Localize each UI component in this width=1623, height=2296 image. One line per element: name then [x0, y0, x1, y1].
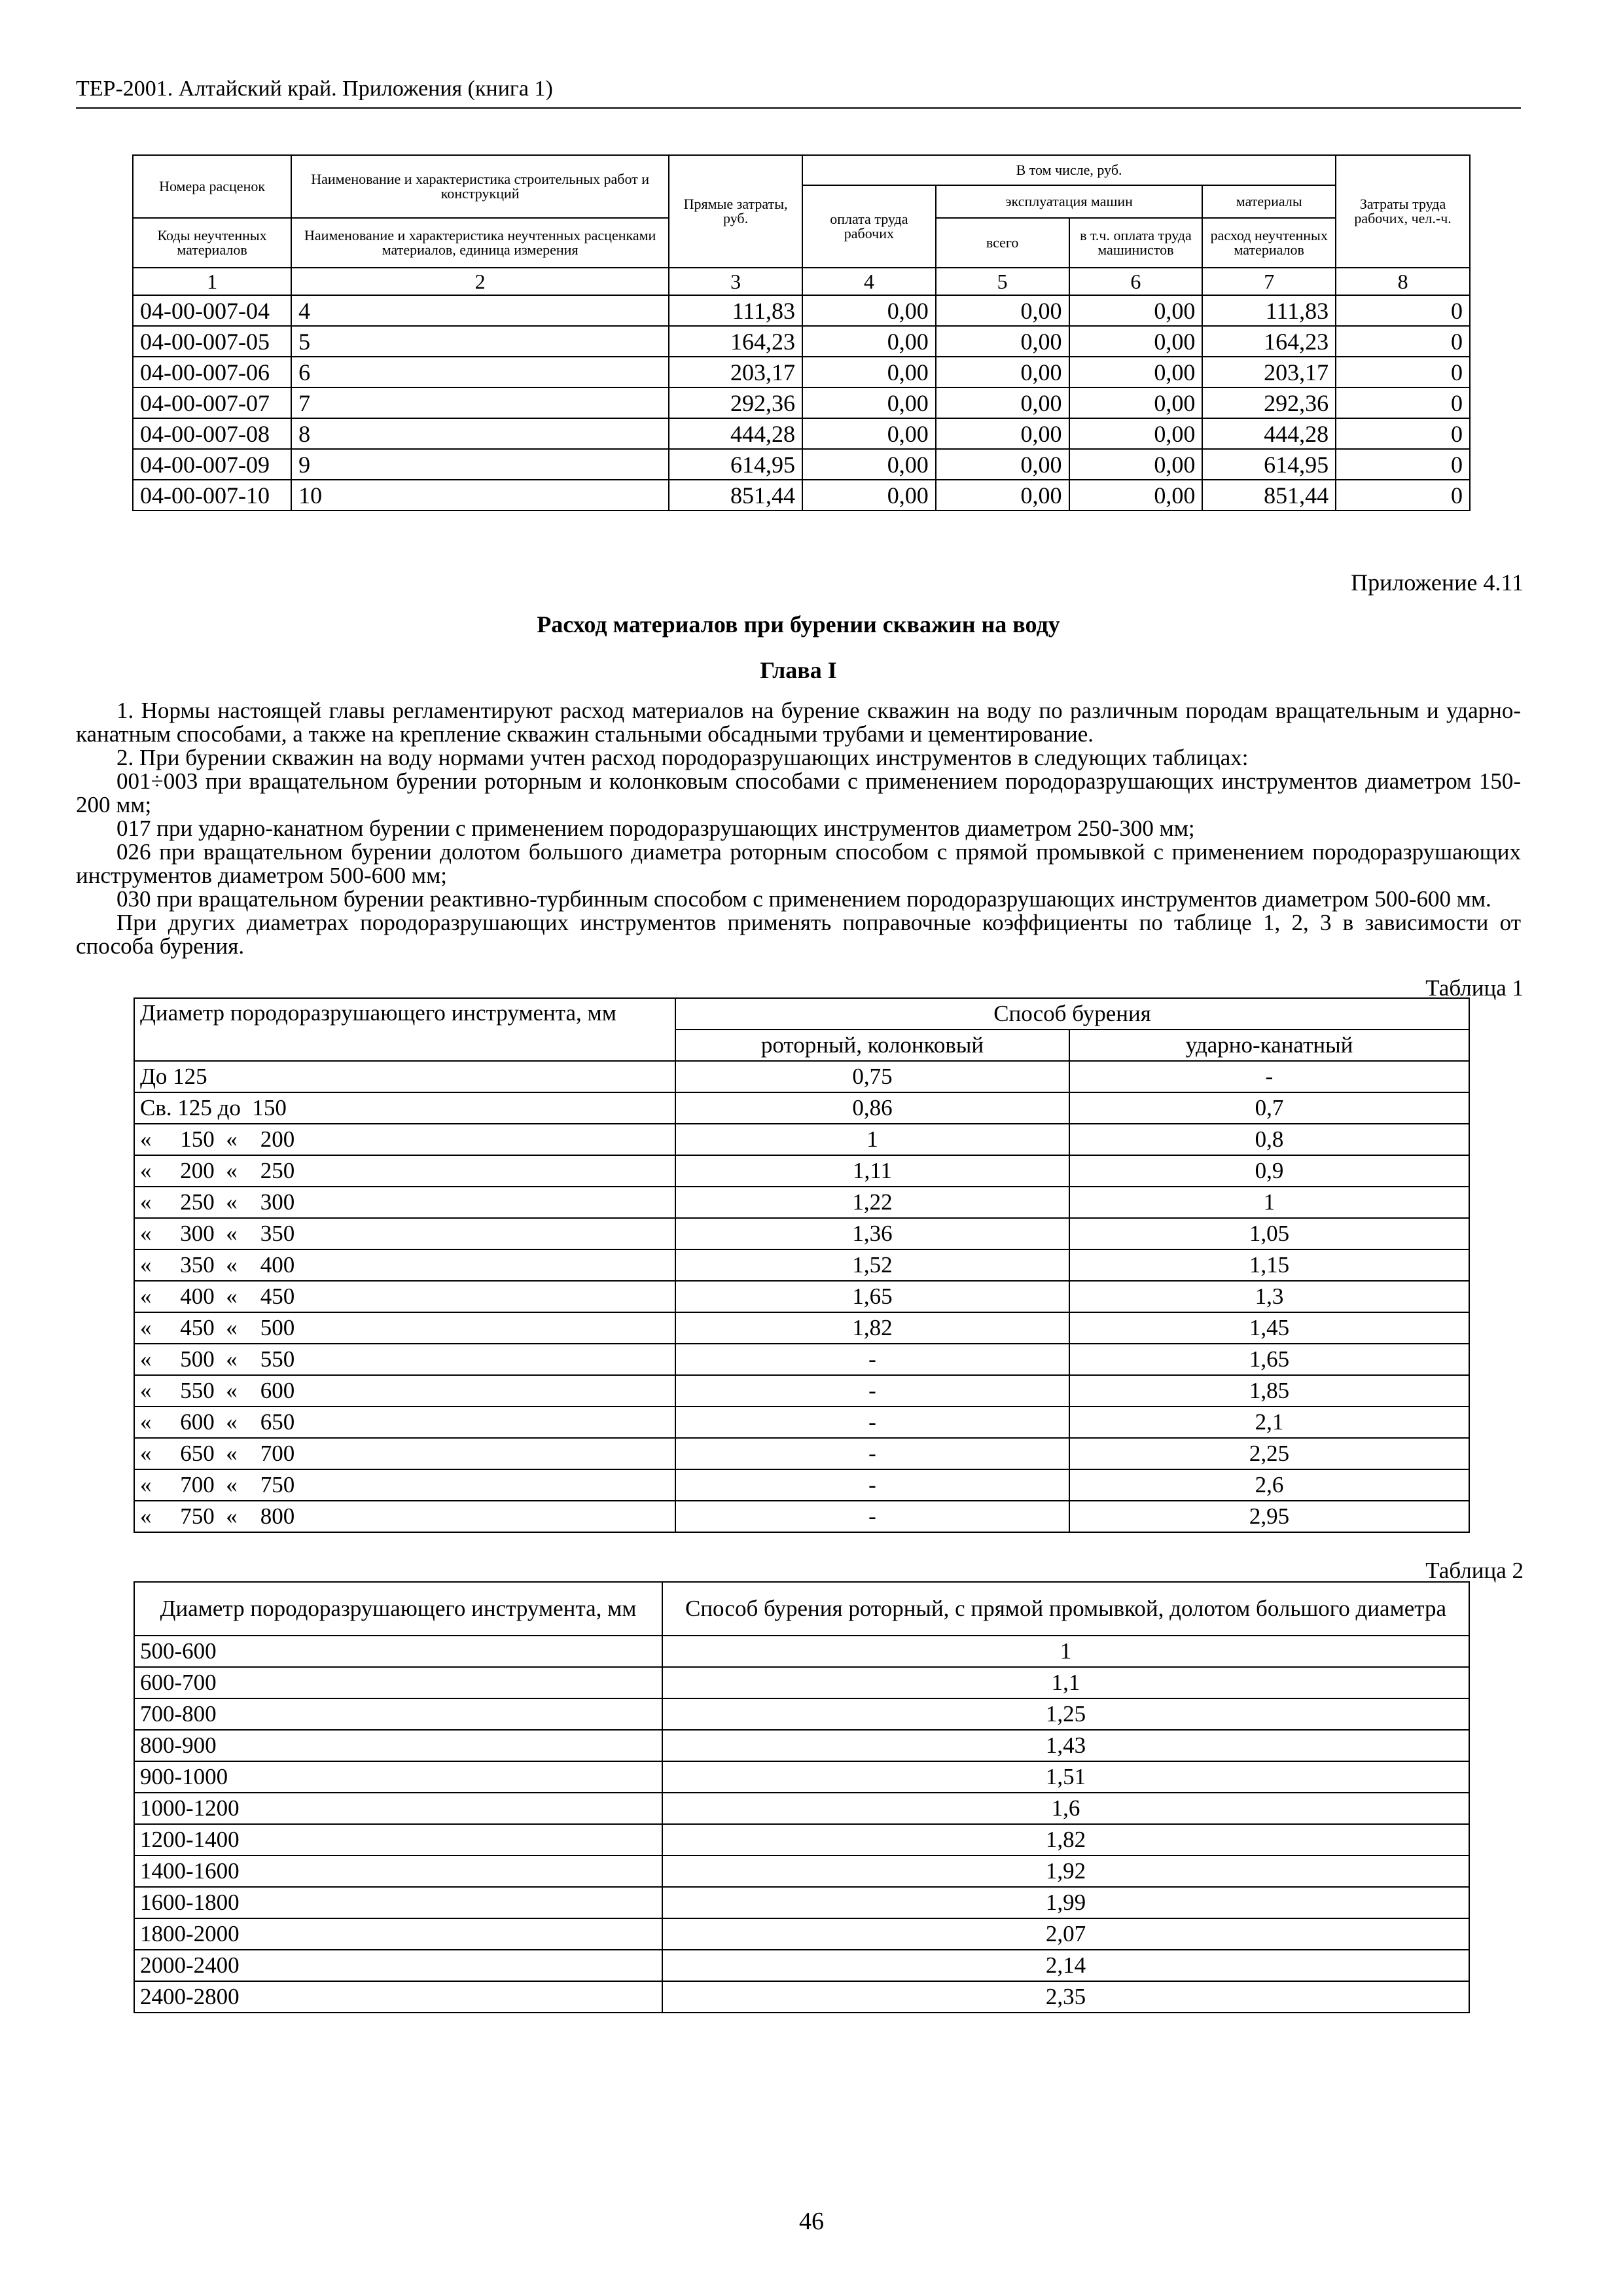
table-row [134, 1469, 1469, 1501]
cable-coefficient: 0,8 [1069, 1124, 1469, 1155]
rate-name: 4 [291, 295, 669, 326]
diameter: Св. 125 до 150 [134, 1092, 675, 1124]
cable-coefficient: - [1069, 1061, 1469, 1092]
machines-total: 0,00 [936, 449, 1069, 480]
operators-pay: 0,00 [1069, 387, 1203, 418]
coefficient: 1,43 [662, 1730, 1469, 1761]
rotary-coefficient: 1,52 [675, 1249, 1069, 1281]
labor-hours: 0 [1336, 295, 1470, 326]
coefficient: 1,6 [662, 1793, 1469, 1824]
page-number: 46 [799, 2208, 824, 2235]
labor-pay: 0,00 [802, 326, 936, 357]
direct-costs: 111,83 [669, 295, 802, 326]
diameter: « 400 « 450 [134, 1281, 675, 1312]
header-unaccounted-materials: расход неучтенных материалов [1202, 218, 1336, 268]
table-row [134, 1124, 1469, 1155]
labor-pay: 0,00 [802, 418, 936, 449]
diameter: 700-800 [134, 1698, 662, 1730]
direct-costs: 203,17 [669, 357, 802, 387]
materials: 111,83 [1202, 295, 1336, 326]
labor-pay: 0,00 [802, 295, 936, 326]
column-number: 6 [1069, 268, 1203, 295]
rate-name: 5 [291, 326, 669, 357]
diameter: « 750 « 800 [134, 1501, 675, 1532]
direct-costs: 444,28 [669, 418, 802, 449]
header-labor-pay: оплата труда рабочих [802, 185, 936, 268]
operators-pay: 0,00 [1069, 449, 1203, 480]
rotary-coefficient: - [675, 1375, 1069, 1407]
table-row [134, 1281, 1469, 1312]
header-direct-costs: Прямые затраты, руб. [669, 155, 802, 268]
direct-costs: 164,23 [669, 326, 802, 357]
table-row [134, 1856, 1469, 1887]
table-row [133, 418, 1470, 449]
rotary-coefficient: - [675, 1407, 1069, 1438]
rotary-coefficient: 1,36 [675, 1218, 1069, 1249]
operators-pay: 0,00 [1069, 418, 1203, 449]
paragraph: 017 при ударно-канатном бурении с применением породоразрушающих инструментов диаметром 250-300 мм; [116, 816, 1195, 841]
column-number: 1 [133, 268, 291, 295]
rotary-coefficient: 1,22 [675, 1187, 1069, 1218]
table-row [133, 387, 1470, 418]
operators-pay: 0,00 [1069, 480, 1203, 511]
rate-name: 7 [291, 387, 669, 418]
diameter: 1200-1400 [134, 1824, 662, 1856]
machines-total: 0,00 [936, 387, 1069, 418]
table-row [134, 1092, 1469, 1124]
header-material-codes: Коды неучтенных материалов [133, 218, 291, 268]
column-number: 7 [1202, 268, 1336, 295]
table1-label: Таблица 1 [1425, 975, 1524, 1001]
header-operators-pay: в т.ч. оплата труда машинистов [1069, 218, 1203, 268]
rotary-coefficient: 1 [675, 1124, 1069, 1155]
coefficient: 1,25 [662, 1698, 1469, 1730]
table-row [134, 1249, 1469, 1281]
paragraph: 2. При бурении скважин на воду нормами учтен расход породоразрушающих инструментов в следующих таблицах: [116, 745, 1249, 770]
header-diameter: Диаметр породоразрушающего инструмента, мм [134, 1582, 662, 1636]
coefficient: 1,92 [662, 1856, 1469, 1887]
body-text [76, 699, 1521, 958]
coefficients-table-2 [134, 1581, 1470, 2013]
column-number: 3 [669, 268, 802, 295]
table-row [134, 1981, 1469, 2013]
rate-code: 04-00-007-08 [133, 418, 291, 449]
rate-code: 04-00-007-10 [133, 480, 291, 511]
paragraph: 001÷003 при вращательном бурении роторным и колонковым способами с применением породоразрушающих инструментов диаметром 150-200 мм; [76, 768, 1521, 817]
header-drilling-method: Способ бурения роторный, с прямой промывкой, долотом большого диаметра [662, 1582, 1469, 1636]
direct-costs: 292,36 [669, 387, 802, 418]
coefficient: 2,14 [662, 1950, 1469, 1981]
cable-coefficient: 1 [1069, 1187, 1469, 1218]
diameter: « 550 « 600 [134, 1375, 675, 1407]
diameter: 1800-2000 [134, 1918, 662, 1950]
machines-total: 0,00 [936, 295, 1069, 326]
column-number: 2 [291, 268, 669, 295]
diameter: « 250 « 300 [134, 1187, 675, 1218]
rate-name: 6 [291, 357, 669, 387]
running-header: ТЕР-2001. Алтайский край. Приложения (книга 1) [76, 73, 1521, 109]
labor-hours: 0 [1336, 418, 1470, 449]
labor-pay: 0,00 [802, 387, 936, 418]
table-row [134, 1887, 1469, 1918]
diameter: 1000-1200 [134, 1793, 662, 1824]
diameter: « 450 « 500 [134, 1312, 675, 1344]
materials: 203,17 [1202, 357, 1336, 387]
table-row [133, 326, 1470, 357]
rotary-coefficient: 1,65 [675, 1281, 1069, 1312]
rotary-coefficient: 0,86 [675, 1092, 1069, 1124]
table-row [134, 1187, 1469, 1218]
materials: 444,28 [1202, 418, 1336, 449]
table-row [134, 1730, 1469, 1761]
table-row [134, 1824, 1469, 1856]
labor-hours: 0 [1336, 326, 1470, 357]
coefficient: 1,99 [662, 1887, 1469, 1918]
diameter: « 350 « 400 [134, 1249, 675, 1281]
diameter: 600-700 [134, 1667, 662, 1698]
header-labor-hours: Затраты труда рабочих, чел.-ч. [1336, 155, 1470, 268]
column-number: 5 [936, 268, 1069, 295]
table-row [133, 449, 1470, 480]
labor-hours: 0 [1336, 387, 1470, 418]
chapter-title: Глава I [760, 657, 837, 683]
diameter: 2400-2800 [134, 1981, 662, 2013]
diameter: 800-900 [134, 1730, 662, 1761]
table-row [134, 1667, 1469, 1698]
header-including: В том числе, руб. [802, 155, 1336, 185]
rate-code: 04-00-007-04 [133, 295, 291, 326]
rate-code: 04-00-007-05 [133, 326, 291, 357]
cable-coefficient: 2,6 [1069, 1469, 1469, 1501]
table-row [133, 295, 1470, 326]
header-materials: материалы [1202, 185, 1336, 218]
rotary-coefficient: 1,82 [675, 1312, 1069, 1344]
rotary-coefficient: 1,11 [675, 1155, 1069, 1187]
header-diameter: Диаметр породоразрушающего инструмента, мм [134, 998, 675, 1061]
coefficient: 2,35 [662, 1981, 1469, 2013]
rate-name: 10 [291, 480, 669, 511]
rate-code: 04-00-007-09 [133, 449, 291, 480]
operators-pay: 0,00 [1069, 326, 1203, 357]
diameter: « 200 « 250 [134, 1155, 675, 1187]
cable-coefficient: 2,1 [1069, 1407, 1469, 1438]
diameter: « 150 « 200 [134, 1124, 675, 1155]
diameter: 1600-1800 [134, 1887, 662, 1918]
diameter: « 600 « 650 [134, 1407, 675, 1438]
appendix-label: Приложение 4.11 [1351, 569, 1524, 596]
direct-costs: 851,44 [669, 480, 802, 511]
column-number: 4 [802, 268, 936, 295]
table2-label: Таблица 2 [1425, 1558, 1524, 1583]
cable-coefficient: 1,15 [1069, 1249, 1469, 1281]
cable-coefficient: 1,65 [1069, 1344, 1469, 1375]
labor-hours: 0 [1336, 480, 1470, 511]
header-rotary: роторный, колонковый [675, 1030, 1069, 1061]
prices-table [132, 154, 1471, 511]
direct-costs: 614,95 [669, 449, 802, 480]
machines-total: 0,00 [936, 418, 1069, 449]
coefficient: 1 [662, 1636, 1469, 1667]
diameter: 500-600 [134, 1636, 662, 1667]
table-row [134, 1407, 1469, 1438]
paragraph: 026 при вращательном бурении долотом большого диаметра роторным способом с прямой промывкой с применением породоразрушающих инструментов диаметром 500-600 мм; [76, 839, 1521, 888]
table-row [134, 1061, 1469, 1092]
cable-coefficient: 0,7 [1069, 1092, 1469, 1124]
page-title: Расход материалов при бурении скважин на воду [537, 611, 1060, 637]
table-row [133, 480, 1470, 511]
rate-name: 9 [291, 449, 669, 480]
coefficient: 1,82 [662, 1824, 1469, 1856]
labor-pay: 0,00 [802, 480, 936, 511]
cable-coefficient: 2,25 [1069, 1438, 1469, 1469]
operators-pay: 0,00 [1069, 357, 1203, 387]
rotary-coefficient: 0,75 [675, 1061, 1069, 1092]
cable-coefficient: 2,95 [1069, 1501, 1469, 1532]
header-works-name: Наименование и характеристика строительных работ и конструкций [291, 155, 669, 218]
header-machines-total: всего [936, 218, 1069, 268]
diameter: « 500 « 550 [134, 1344, 675, 1375]
column-numbers-row [133, 268, 1470, 295]
diameter: « 650 « 700 [134, 1438, 675, 1469]
rate-code: 04-00-007-06 [133, 357, 291, 387]
cable-coefficient: 1,85 [1069, 1375, 1469, 1407]
table-row [134, 1636, 1469, 1667]
coefficient: 2,07 [662, 1918, 1469, 1950]
table-row [134, 1312, 1469, 1344]
header-machines: эксплуатация машин [936, 185, 1203, 218]
machines-total: 0,00 [936, 480, 1069, 511]
diameter: 2000-2400 [134, 1950, 662, 1981]
rate-code: 04-00-007-07 [133, 387, 291, 418]
machines-total: 0,00 [936, 326, 1069, 357]
materials: 292,36 [1202, 387, 1336, 418]
table-row [133, 357, 1470, 387]
header-cable: ударно-канатный [1069, 1030, 1469, 1061]
cable-coefficient: 1,3 [1069, 1281, 1469, 1312]
coefficients-table-1 [134, 997, 1470, 1533]
cable-coefficient: 1,45 [1069, 1312, 1469, 1344]
diameter: До 125 [134, 1061, 675, 1092]
rate-name: 8 [291, 418, 669, 449]
materials: 851,44 [1202, 480, 1336, 511]
table-row [134, 1793, 1469, 1824]
labor-pay: 0,00 [802, 449, 936, 480]
diameter: « 700 « 750 [134, 1469, 675, 1501]
materials: 614,95 [1202, 449, 1336, 480]
coefficient: 1,1 [662, 1667, 1469, 1698]
header-drilling-method: Способ бурения [675, 998, 1469, 1030]
table-row [134, 1698, 1469, 1730]
labor-hours: 0 [1336, 357, 1470, 387]
diameter: 1400-1600 [134, 1856, 662, 1887]
table-row [134, 1375, 1469, 1407]
table-row [134, 1918, 1469, 1950]
diameter: 900-1000 [134, 1761, 662, 1793]
rotary-coefficient: - [675, 1501, 1069, 1532]
header-rate-numbers: Номера расценок [133, 155, 291, 218]
table-row [134, 1155, 1469, 1187]
labor-hours: 0 [1336, 449, 1470, 480]
rotary-coefficient: - [675, 1344, 1069, 1375]
machines-total: 0,00 [936, 357, 1069, 387]
table-row [134, 1761, 1469, 1793]
paragraph: 030 при вращательном бурении реактивно-турбинным способом с применением породоразрушающих инструментов диаметром 500-600 мм. [116, 886, 1491, 912]
labor-pay: 0,00 [802, 357, 936, 387]
column-number: 8 [1336, 268, 1470, 295]
paragraph: При других диаметрах породоразрушающих инструментов применять поправочные коэффициенты по таблице 1, 2, 3 в зависимости от способа бурения. [76, 910, 1521, 959]
cable-coefficient: 0,9 [1069, 1155, 1469, 1187]
table-row [134, 1438, 1469, 1469]
table-row [134, 1344, 1469, 1375]
rotary-coefficient: - [675, 1438, 1069, 1469]
table-row [134, 1218, 1469, 1249]
coefficient: 1,51 [662, 1761, 1469, 1793]
materials: 164,23 [1202, 326, 1336, 357]
cable-coefficient: 1,05 [1069, 1218, 1469, 1249]
rotary-coefficient: - [675, 1469, 1069, 1501]
diameter: « 300 « 350 [134, 1218, 675, 1249]
table-row [134, 1950, 1469, 1981]
table-row [134, 1501, 1469, 1532]
paragraph: 1. Нормы настоящей главы регламентируют расход материалов на бурение скважин на воду по различным породам вращательным и ударно-канатным способами, а также на крепление скважин стальными обсадными трубами и цементирование. [76, 698, 1521, 747]
operators-pay: 0,00 [1069, 295, 1203, 326]
header-material-name: Наименование и характеристика неучтенных расценками материалов, единица измерения [291, 218, 669, 268]
